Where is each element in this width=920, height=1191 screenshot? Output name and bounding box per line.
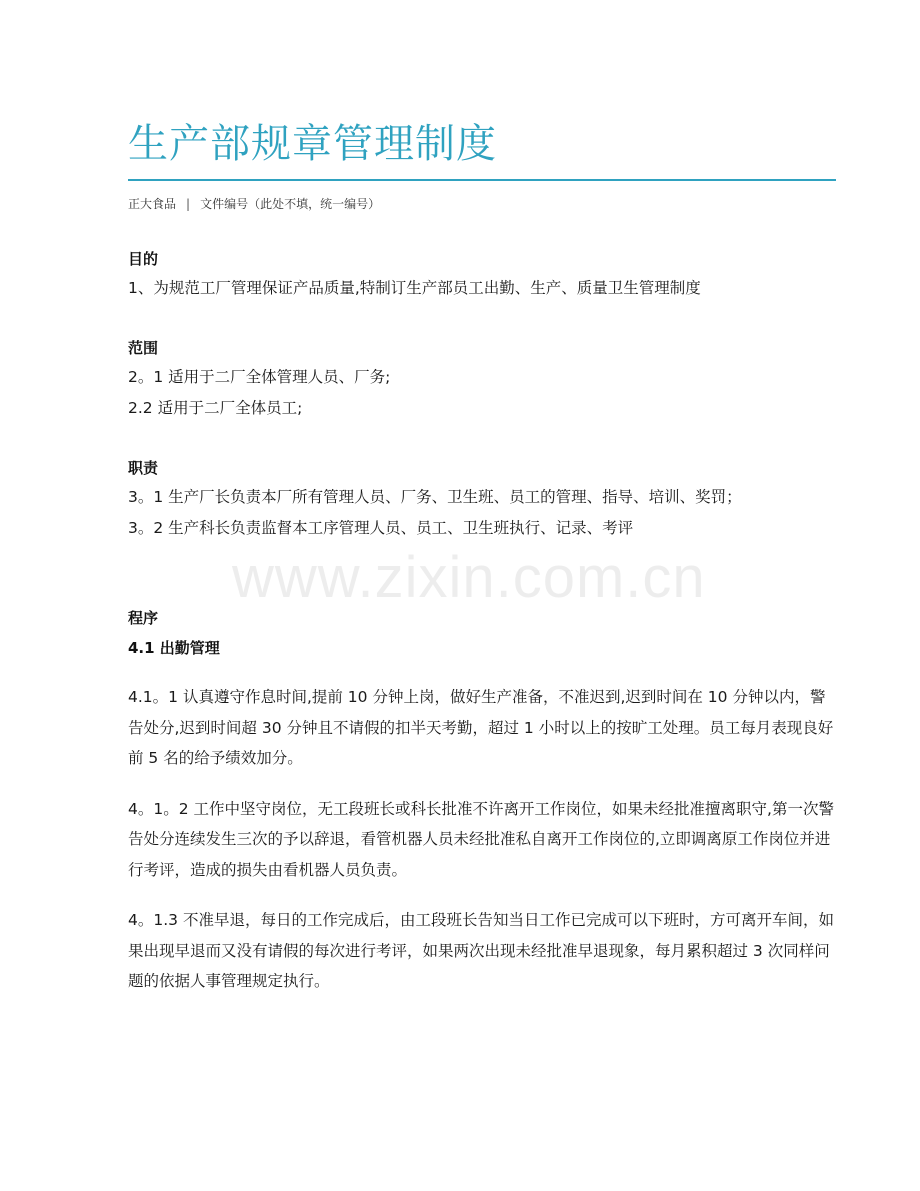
section-paragraph: 3。1 生产厂长负责本厂所有管理人员、厂务、卫生班、员工的管理、指导、培训、奖罚； bbox=[128, 488, 742, 506]
document-title: 生产部规章管理制度 bbox=[128, 121, 497, 167]
meta-separator: | bbox=[186, 197, 191, 211]
procedure-paragraph: 4。1.3 不准早退，每日的工作完成后，由工段班长告知当日工作已完成可以下班时，方可离开车间，如果出现早退而又没有请假的每次进行考评，如果两次出现未经批准早退现象，每月累积超过 3 次同样问题的依据人事管理规定执行。 bbox=[128, 911, 834, 990]
section-scope bbox=[128, 336, 836, 423]
procedure-paragraph: 4。1。2 工作中坚守岗位，无工段班长或科长批准不许离开工作岗位，如果未经批准擅离职守,第一次警告处分连续发生三次的予以辞退，看管机器人员未经批准私自离开工作岗位的,立即调离原工作岗位并进行考评，造成的损失由看机器人员负责。 bbox=[128, 799, 834, 879]
section-subheading: 4.1 出勤管理 bbox=[128, 639, 220, 657]
title-divider bbox=[128, 179, 836, 181]
section-duty bbox=[128, 456, 836, 543]
section-heading: 职责 bbox=[128, 459, 159, 477]
procedure-paragraph: 4.1。1 认真遵守作息时间,提前 10 分钟上岗，做好生产准备，不准迟到,迟到时间在 10 分钟以内，警告处分,迟到时间超 30 分钟且不请假的扣半天考勤，超过 1 小时以上的按旷工处理。员工每月表现良好前 5 名的给予绩效加分。 bbox=[128, 688, 834, 767]
section-paragraph: 3。2 生产科长负责监督本工序管理人员、员工、卫生班执行、记录、考评 bbox=[128, 518, 634, 537]
section-heading: 程序 bbox=[128, 609, 159, 627]
file-number: 文件编号（此处不填，统一编号） bbox=[200, 197, 381, 211]
section-purpose bbox=[128, 247, 836, 304]
company-name: 正大食品 bbox=[128, 197, 177, 211]
watermark: www.zixin.com.cn bbox=[232, 545, 706, 610]
section-heading: 范围 bbox=[128, 339, 159, 357]
section-heading: 目的 bbox=[128, 250, 159, 268]
document-meta bbox=[128, 194, 380, 214]
section-paragraph: 2。1 适用于二厂全体管理人员、厂务; bbox=[128, 368, 391, 386]
section-paragraph: 2.2 适用于二厂全体员工; bbox=[128, 398, 303, 417]
section-procedure bbox=[128, 606, 836, 997]
section-paragraph: 1、为规范工厂管理保证产品质量,特制订生产部员工出勤、生产、质量卫生管理制度 bbox=[128, 279, 701, 297]
